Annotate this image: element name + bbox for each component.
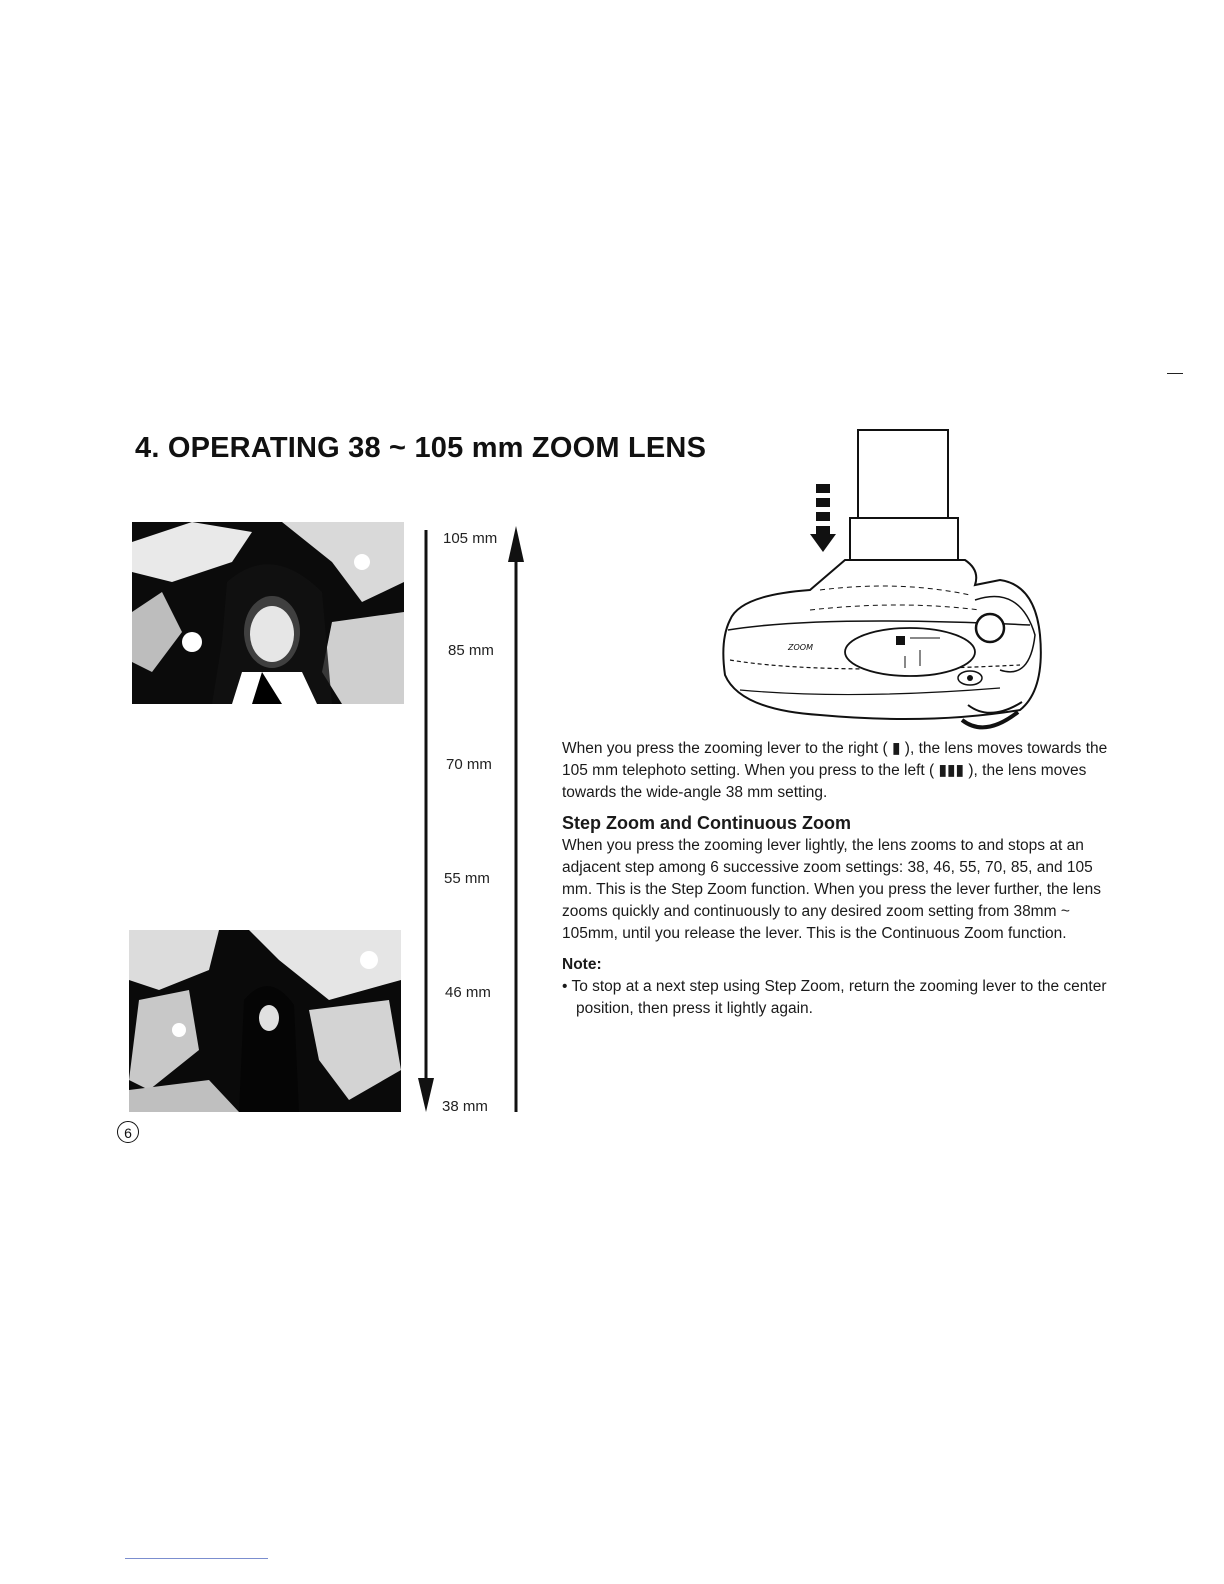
note-bullet: • To stop at a next step using Step Zoom, return the zooming lever to the center position, then press it lightly again. [562, 978, 1107, 1017]
zoom-step-label: 105 mm [443, 530, 498, 547]
note-label: Note: [562, 956, 602, 973]
zoom-step-label: 70 mm [446, 756, 492, 773]
footer-rule [125, 1558, 268, 1559]
zoom-direction-arrow-icon [810, 484, 836, 552]
telephoto-portrait-photo [132, 522, 404, 704]
instructions-text [562, 738, 1122, 1020]
zoom-step-label: 38 mm [442, 1098, 488, 1115]
up-arrow-icon [508, 526, 524, 1112]
zoom-step-label: 55 mm [444, 870, 490, 887]
step-zoom-paragraph: When you press the zooming lever lightly, the lens zooms to and stops at an adjacent step among 6 successive zoom settings: 38, 46, 55, 70, 85, and 105 mm. This is the Step Zoom function. When you press the lever further, the lens zooms quickly and continuously to any desired zoom setting from 38mm ~ 105mm, until you release the lever. This is the Continuous Zoom function. [562, 837, 1102, 942]
down-arrow-icon [418, 530, 434, 1112]
svg-text:ZOOM: ZOOM [788, 643, 813, 652]
camera-top-view-icon [700, 420, 1060, 750]
margin-mark [1167, 373, 1183, 374]
zoom-step-label: 46 mm [445, 984, 491, 1001]
wide-angle-portrait-photo [129, 930, 401, 1112]
page-title: 4. OPERATING 38 ~ 105 mm ZOOM LENS [135, 432, 707, 464]
intro-paragraph: When you press the zooming lever to the right ( ▮ ), the lens moves towards the 105 mm telephoto setting. When you press to the left ( ▮▮▮ ), the lens moves towards the wide-angle 38 mm setting. [562, 740, 1108, 801]
page-number: 6 [117, 1121, 139, 1143]
section-subheading: Step Zoom and Continuous Zoom [562, 813, 851, 833]
zoom-step-label: 85 mm [448, 642, 494, 659]
zoom-scale [415, 520, 525, 1120]
